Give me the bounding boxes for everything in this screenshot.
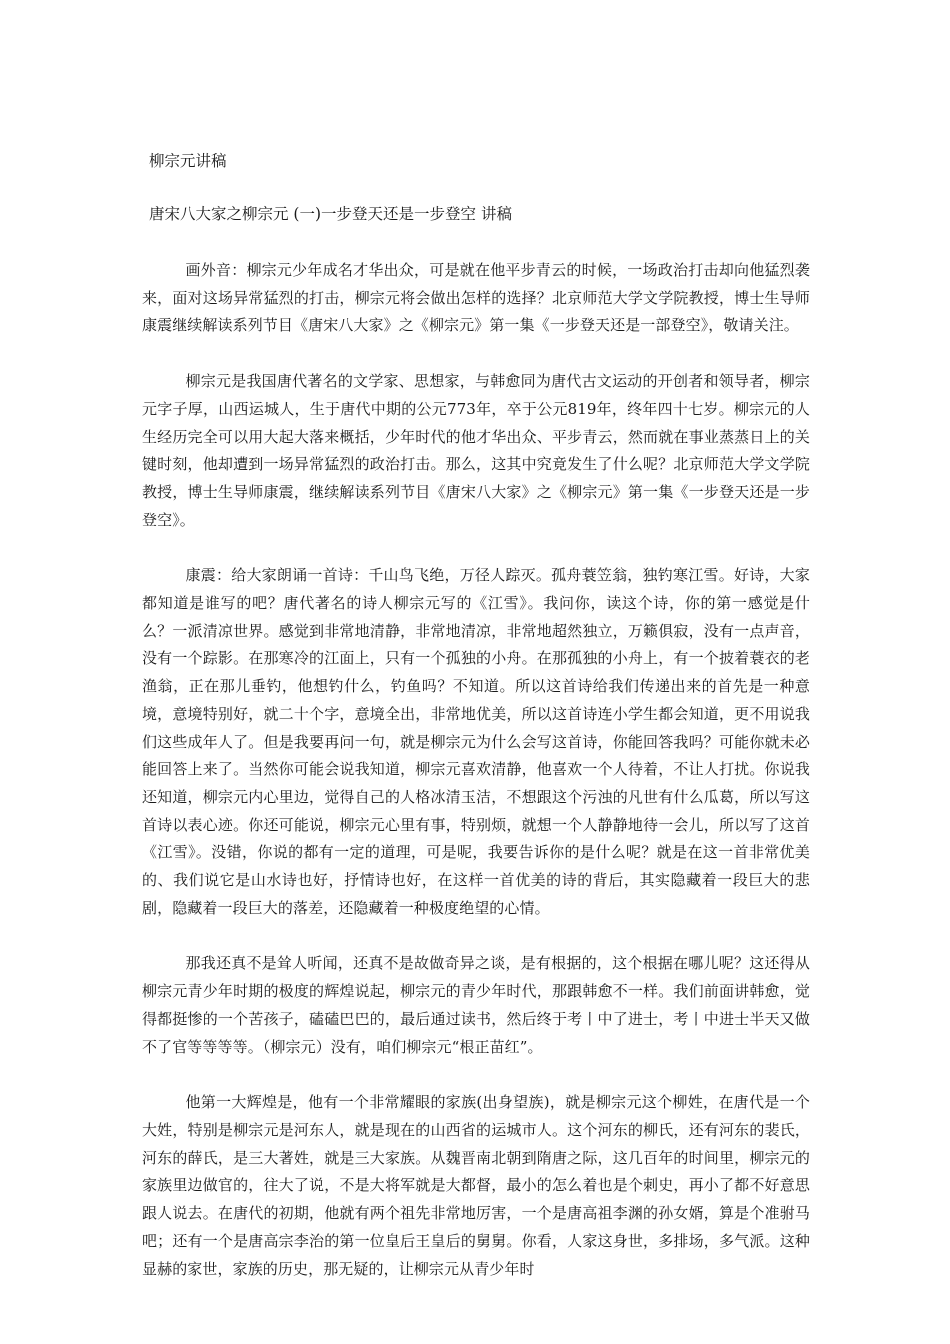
document-subtitle: 唐宋八大家之柳宗元 (一)一步登天还是一步登空 讲稿: [149, 205, 512, 223]
document-body: [142, 257, 810, 1283]
paragraph-poem: 康震：给大家朗诵一首诗：千山鸟飞绝，万径人踪灭。孤舟蓑笠翁，独钓寒江雪。好诗，大家都知道是谁写的吧？唐代著名的诗人柳宗元写的《江雪》。我问你，读这个诗，你的第一感觉是什么？一派清凉世界。感觉到非常地清静，非常地清凉，非常地超然独立，万籁俱寂，没有一点声音，没有一个踪影。在那寒冷的江面上，只有一个孤独的小舟。在那孤独的小舟上，有一个披着蓑衣的老渔翁，正在那儿垂钓，他想钓什么，钓鱼吗？不知道。所以这首诗给我们传递出来的首先是一种意境，意境特别好，就二十个字，意境全出，非常地优美，所以这首诗连小学生都会知道，更不用说我们这些成年人了。但是我要再问一句，就是柳宗元为什么会写这首诗，你能回答我吗？可能你就未必能回答上来了。当然你可能会说我知道，柳宗元喜欢清静，他喜欢一个人待着，不让人打扰。你说我还知道，柳宗元内心里边，觉得自己的人格冰清玉洁，不想跟这个污浊的凡世有什么瓜葛，所以写这首诗以表心迹。你还可能说，柳宗元心里有事，特别烦，就想一个人静静地待一会儿，所以写了这首《江雪》。没错，你说的都有一定的道理，可是呢，我要告诉你的是什么呢？就是在这一首非常优美的、我们说它是山水诗也好，抒情诗也好，在这样一首优美的诗的背后，其实隐藏着一段巨大的悲剧，隐藏着一段巨大的落差，还隐藏着一种极度绝望的心情。: [142, 566, 810, 917]
paragraph-gap: [142, 534, 810, 562]
paragraph-gap: [142, 1061, 810, 1089]
paragraph-youth: 那我还真不是耸人听闻，还真不是故做奇异之谈，是有根据的，这个根据在哪儿呢？这还得从柳宗元青少年时期的极度的辉煌说起，柳宗元的青少年时代，那跟韩愈不一样。我们前面讲韩愈，觉得都挺惨的一个苦孩子，磕磕巴巴的，最后通过读书，然后终于考丨中了进士，考丨中进士半天又做不了官等等等等。（柳宗元）没有，咱们柳宗元“根正苗红”。: [142, 954, 810, 1056]
paragraph-gap: [142, 922, 810, 950]
paragraph-gap: [142, 340, 810, 368]
document-title: 柳宗元讲稿: [149, 152, 227, 170]
paragraph-intro: 画外音：柳宗元少年成名才华出众，可是就在他平步青云的时候，一场政治打击却向他猛烈袭来，面对这场异常猛烈的打击，柳宗元将会做出怎样的选择？北京师范大学文学院教授，博士生导师康震继续解读系列节目《唐宋八大家》之《柳宗元》第一集《一步登天还是一部登空》，敬请关注。: [142, 261, 810, 335]
paragraph-biography: 柳宗元是我国唐代著名的文学家、思想家，与韩愈同为唐代古文运动的开创者和领导者，柳宗元字子厚，山西运城人，生于唐代中期的公元773年，卒于公元819年，终年四十七岁。柳宗元的人生经历完全可以用大起大落来概括，少年时代的他才华出众、平步青云，然而就在事业蒸蒸日上的关键时刻，他却遭到一场异常猛烈的政治打击。那么，这其中究竟发生了什么呢？北京师范大学文学院教授，博士生导师康震，继续解读系列节目《唐宋八大家》之《柳宗元》第一集《一步登天还是一步登空》。: [142, 372, 810, 529]
paragraph-family: 他第一大辉煌是，他有一个非常耀眼的家族(出身望族)，就是柳宗元这个柳姓，在唐代是一个大姓，特别是柳宗元是河东人，就是现在的山西省的运城市人。这个河东的柳氏，还有河东的裴氏，河东的薛氏，是三大著姓，就是三大家族。从魏晋南北朝到隋唐之际，这几百年的时间里，柳宗元的家族里边做官的，往大了说，不是大将军就是大都督，最小的怎么着也是个刺史，再小了都不好意思跟人说去。在唐代的初期，他就有两个祖先非常地厉害，一个是唐高祖李渊的孙女婿，算是个准驸马吧；还有一个是唐高宗李治的第一位皇后王皇后的舅舅。你看，人家这身世，多排场，多气派。这种显赫的家世，家族的历史，那无疑的，让柳宗元从青少年时: [142, 1093, 810, 1278]
